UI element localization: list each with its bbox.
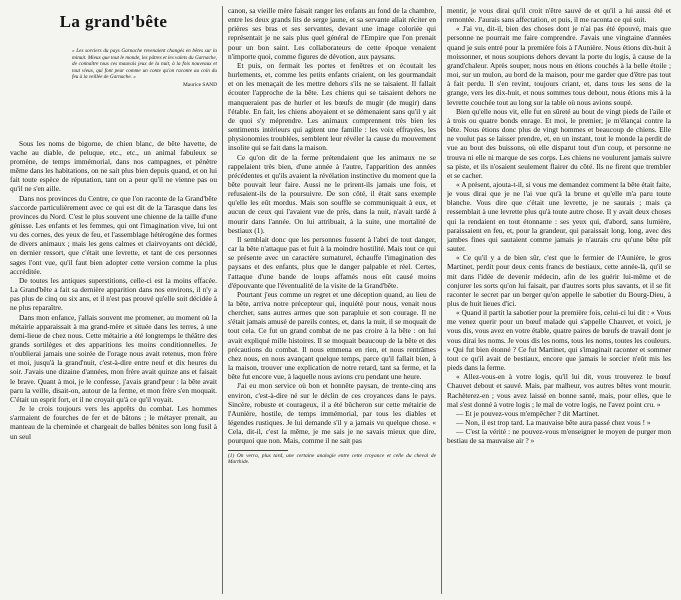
- paragraph: mentir, je vous dirai qu'il croit n'être sauvé de et qu'il a lui aussi été et remontée. J'aurais sans affectation, et puis, il me raconta ce qui suit.: [447, 6, 671, 25]
- paragraph: Dans nos provinces du Centre, ce que l'on raconte de la Grand'bête s'accorde particulièrement avec ce qui est dit de la Tarasque dans les provinces du Nord. C'est le plus souvent une chienne de la taille d'une génisse. Les enfants et les femmes, qui ont l'imagination vive, lui ont vu des cornes, des yeux de feu, et l'assemblage hétérogène des formes de divers animaux ; mais les gens calmes et clairvoyants ont décidé, en dernier ressort, que c'était une levrette, et tant de ces personnes sages l'ont vue, qu'il faut bien adopter cette version comme la plus accréditée.: [10, 193, 217, 276]
- paragraph: — Et je pouvez-vous m'empêcher ? dit Martinet.: [456, 408, 600, 418]
- paragraph: Je le crois toujours vers les apprêts du combat. Les hommes s'armaient de fourches de fer et de bâtons ; le métayer prenait, au manteau de la cheminée et chargeait de balles bénites son long fusil à un seul: [10, 404, 217, 441]
- paragraph: « A présent, ajouta-t-il, si vous me demandez comment la bête était faite, je vous dirai que je ne l'ai vue qu'à la brune et qu'elle m'a paru toute blanche. Vous dire que c'était une levrette, je ne saurais ; mais ça ressemblait à une levrette plus qu'à toute autre chose. Il y avait deux choses qui la rendaient en tout étonnante : ses yeux qui, d'abord, sans lumière, paraissaient en feu, et, pour la grandeur, qui paraissait long, long, avec des jambes fines qui sautaient comme jamais je n'aurais cru qu'une bête pût sauter.: [447, 179, 671, 254]
- paragraph: — C'est la vérité : ne pouvez-vous m'enseigner le moyen de purger mon bestiau de sa mauvaise air ? »: [447, 427, 671, 446]
- epigraph-text: « Les sorciers du pays Garnache revenaient changés en bêtes sur la minuit. Mieux que tout le monde, les pâtres et les valets du Garnache, de connaître tous ces mauvais jeux de la nuit, à la fois nouveaux et tout vieux, qui font peur comme un conte qu'on raconte au coin du feu à la veillée de Garnache. »: [72, 48, 217, 81]
- paragraph: J'ai eu mon service où bon et honnête paysan, de trente-cinq ans environ, c'est-à-dire né sur le déclin de ces croyances dans le pays. Sincère, robuste et courageux, il a été bûcheron sur cette métairie de l'Aunière, hostile, de temps immémorial, par tous les diables et légendes rustiques. Je lui demande s'il y a jamais vu quelque chose. « Cela, dit-il, c'est la même, je me sais je ne savais mieux que dire, pourquoi que non. Mais, comme il ne sait pas: [228, 381, 436, 446]
- column-rule: [222, 6, 223, 594]
- paragraph: De toutes les antiques superstitions, celle-ci est la moins effacée. La Grand'bête a fait sa dernière apparition dans nos environs, il n'y a pas plus de cinq ou six ans, et il n'est pas prouvé qu'elle soit décidée à ne plus reparaître.: [10, 275, 217, 313]
- paragraph: — Non, il est trop tard. La mauvaise bête aura passé chez vous ! »: [456, 418, 651, 428]
- column-1-text: [10, 139, 217, 441]
- paragraph: Et puis, on fermait les portes et fenêtres et on écoutait les hurlements, et, comme les petits enfants criaient, on les gourmandait et on les menaçait de les mettre dehors s'ils ne se taisaient. Il fallait écouter l'approche de la bête. Les chiens qui se taisaient dehors ne manqueraient pas de hurler et les bœufs de mugir (de mugir) dans l'étable. En fait, les chiens aboyaient et se démenaient sans qu'il y ait de quoi s'y méprendre. Les animaux comprennent très bien les sentiments intérieurs qui agitent une famille : les voix effrayées, les physionomies troublées, semblent leur révéler la cause du mouvement insolite qui se fait dans la maison.: [228, 60, 436, 153]
- column-3: [447, 6, 671, 596]
- article-title: La grand'bête: [59, 12, 168, 31]
- paragraph: « J'ai vu, dit-il, bien des choses dont je n'ai pas été épouvé, mais que personne ne pourrait me faire comprendre. J'avais une vingtaine d'années quand je suis entré pour la première fois à l'Aunière. Nous étions dix-huit à moissonner, et nous soupions dehors devant la porte du logis, à cause de la grand'chaleur. Après souper, nous nous en étions couchés à la belle étoile ; moi, sur un mulon, au bord de la maison, pour me garder que d'être pas tout à fait perdu. Il s'en revint, toujours criant, et, dans tous les sens de la grange, vers les dix-huit, et nous sommes tous debout, nous étions mis à la levrette couchée tout au long sur la table où nous avions soupé.: [447, 24, 671, 107]
- paragraph: Pourtant j'eus comme un regret et une déception quand, au lieu de la bête, arriva notre précepteur qui, inquiété pour nous, venait nous chercher, sans autres armes que son parapluie et son courage. Il ne s'était jamais amusé de pareils contes, et, dans la nuit, il se moquait de tout cela. Ce fut un grand combat de ne pas croire à la bête : on lui avait expliqué mille histoires. Il se moquait beaucoup de la bête et des précautions du combat. Il nous emmena en rien, et nous rentrâmes chez nous, en nous avançant quelque temps, parce qu'il fallait bien, à la maison, trouver une explication de notre retard, tant sa ferme, et la bête fut encore vue, à laquelle nous avions cru pendant une heure.: [228, 289, 436, 382]
- paragraph: « Quand il partit la sabotier pour la première fois, celui-ci lui dit : « Vous me venez querir pour un bœuf malade qui s'appelle Chauvet, et voici, je vous dis, vous avez en votre étable, quatre paires de bœufs de travail dont je vous dirai les noms. Je vous dis les noms, tous les noms, toutes les couleurs. » Qui fut bien étonné ? Ce fut Martinet, qui s'imaginait raconter et sommer tout ce qu'il avait de bestiaux, encore que jamais le sorcier n'eût mis les pieds dans la ferme.: [447, 308, 671, 373]
- paragraph: « Allez-vous-en à votre logis, qu'il lui dit, vous trouverez le bœuf Chauvet debout et sauvé. Mais, par malheur, vos autres bêtes vont mourir. Rachèterez-en ; vous avez laissé en bonne santé, mais, pour elles, que le mal s'est donné à votre logis ; le mal de votre logis, ne l'avez point cru. »: [447, 372, 671, 409]
- epigraph: [10, 48, 217, 89]
- column-rule: [441, 6, 442, 594]
- footnote-rule: [228, 450, 288, 451]
- column-2: [228, 6, 436, 596]
- footnote: (1) On verra, plus tard, une certaine analogie entre cette croyance et celle du cheval de Marthide.: [228, 452, 436, 466]
- column-1: [10, 6, 217, 596]
- paragraph: Bien qu'elle nous vit, elle fut en sûreté au bout de vingt pieds de l'aile et à trois ou quatre bonds enrage. Et moi, le premier, je m'élançai contre la bête. Nous étions donc plus de vingt hommes et beaucoup de chiens. Elle ne voulut pas se laisser prendre, et, en un instant, tout le monde la perdit de vue au bout des buissons, où elle disparut tout d'un coup, et personne ne trouva ni elle ni marque de ses corps. Les chiens ne voulurent jamais suivre sa piste, et ils n'osaient seulement flairer du côté. Ils ne firent que trembler et se cacher.: [447, 106, 671, 180]
- paragraph: Ce qu'on dit de la ferme prétendaient que les animaux ne se rappelaient très bien, d'une année à l'autre, l'apparition des années précédentes et qu'ils avaient la révélation instinctive du moment que la bête pouvait leur faire. Aussi ne le prirent-ils jamais une fois, et refusaient-ils de la poursuivre. De son côté, il était sans exemple qu'elle les eût mordus. Mais son souffle se communiquait à eux, et aucun de ceux qui l'avaient vue de près, dans la nuit, n'avait tardé à mourir dans l'année. On lui attribuait, à la suite, une mortalité de bestiaux (1).: [228, 152, 436, 235]
- paragraph: canon, sa vieille mère faisait ranger les enfants au fond de la chambre, entre les deux grands lits de serge jaune, et sa servante allait réciter en prières ses bras et ses servantes, devant une image coloriée qui représentait je ne sais plus quel général de l'Empire que l'on prenait pour un bon saint. Les collaborateurs de cette époque venaient n'importe quoi, comme figures de dévotion, aux paysans.: [228, 6, 436, 61]
- paragraph: Sous les noms de bigorne, de chien blanc, de bête havette, de vache au diable, de peluque, etc., etc., un animal fabuleux se promène, de temps immémorial, dans nos campagnes, et pénètre même dans les habitations, on ne sait plus bien depuis quand, et on lui fait toute espèce de réputation, tant on a peur qu'il ne vienne pas ou qu'il ne s'en aille.: [10, 138, 217, 194]
- paragraph: Dans mon enfance, j'allais souvent me promener, au moment où la métairie apparaissait à ma grand-mère et située dans les terres, à une demi-lieue de chez nous. Cette métairie a été longtemps le théâtre des grands sortilèges et des apparitions les moins conditionnelles. Je n'oublierai jamais une soirée de l'orage nous avait retenus, mon frère et moi, jusqu'à la grand'nuit, c'est-à-dire entre neuf et dix heures du soir. J'avais une dizaine d'années, mon frère avait quinze ans et faisait le brave. Quant à moi, je le confesse, j'avais grand'peur : la bête avait paru la veille, disait-on, autour de la ferme, et mon frère s'en moquait. C'était un esprit fort, et il ne croyait qu'à ce qu'il voyait.: [10, 312, 217, 404]
- column-2-text: [228, 6, 436, 446]
- column-3-text: [447, 6, 671, 446]
- paragraph: « Ce qu'il y a de bien sûr, c'est que le fermier de l'Aunière, le gros Martinet, perdit pour deux cents francs de bestiaux, cette année-là, qu'il se mit dans l'idée de devenir médecin, afin de les guérir lui-même et de conjurer les sorts qu'on lui faisait, par d'autres sorts plus savants, et il se fit raconter le secret par un berger qu'on appelle le sabotier du Bourg-Dieu, à plus de huit lieues d'ici.: [447, 253, 671, 308]
- epigraph-signature: Maurice SAND: [183, 81, 217, 88]
- paragraph: Il semblait donc que les personnes fussent à l'abri de tout danger, car la bête n'attaque pas et fuit à la moindre hostilité. Mais tout ce qui se présente avec un caractère surnaturel, échauffe l'imagination des paysans et des enfants, plus que le danger palpable et réel. Certes, l'attaque d'une bande de loups affamés nous eût causé moins d'épouvante que l'éventualité de la visite de la Grand'bête.: [228, 234, 436, 290]
